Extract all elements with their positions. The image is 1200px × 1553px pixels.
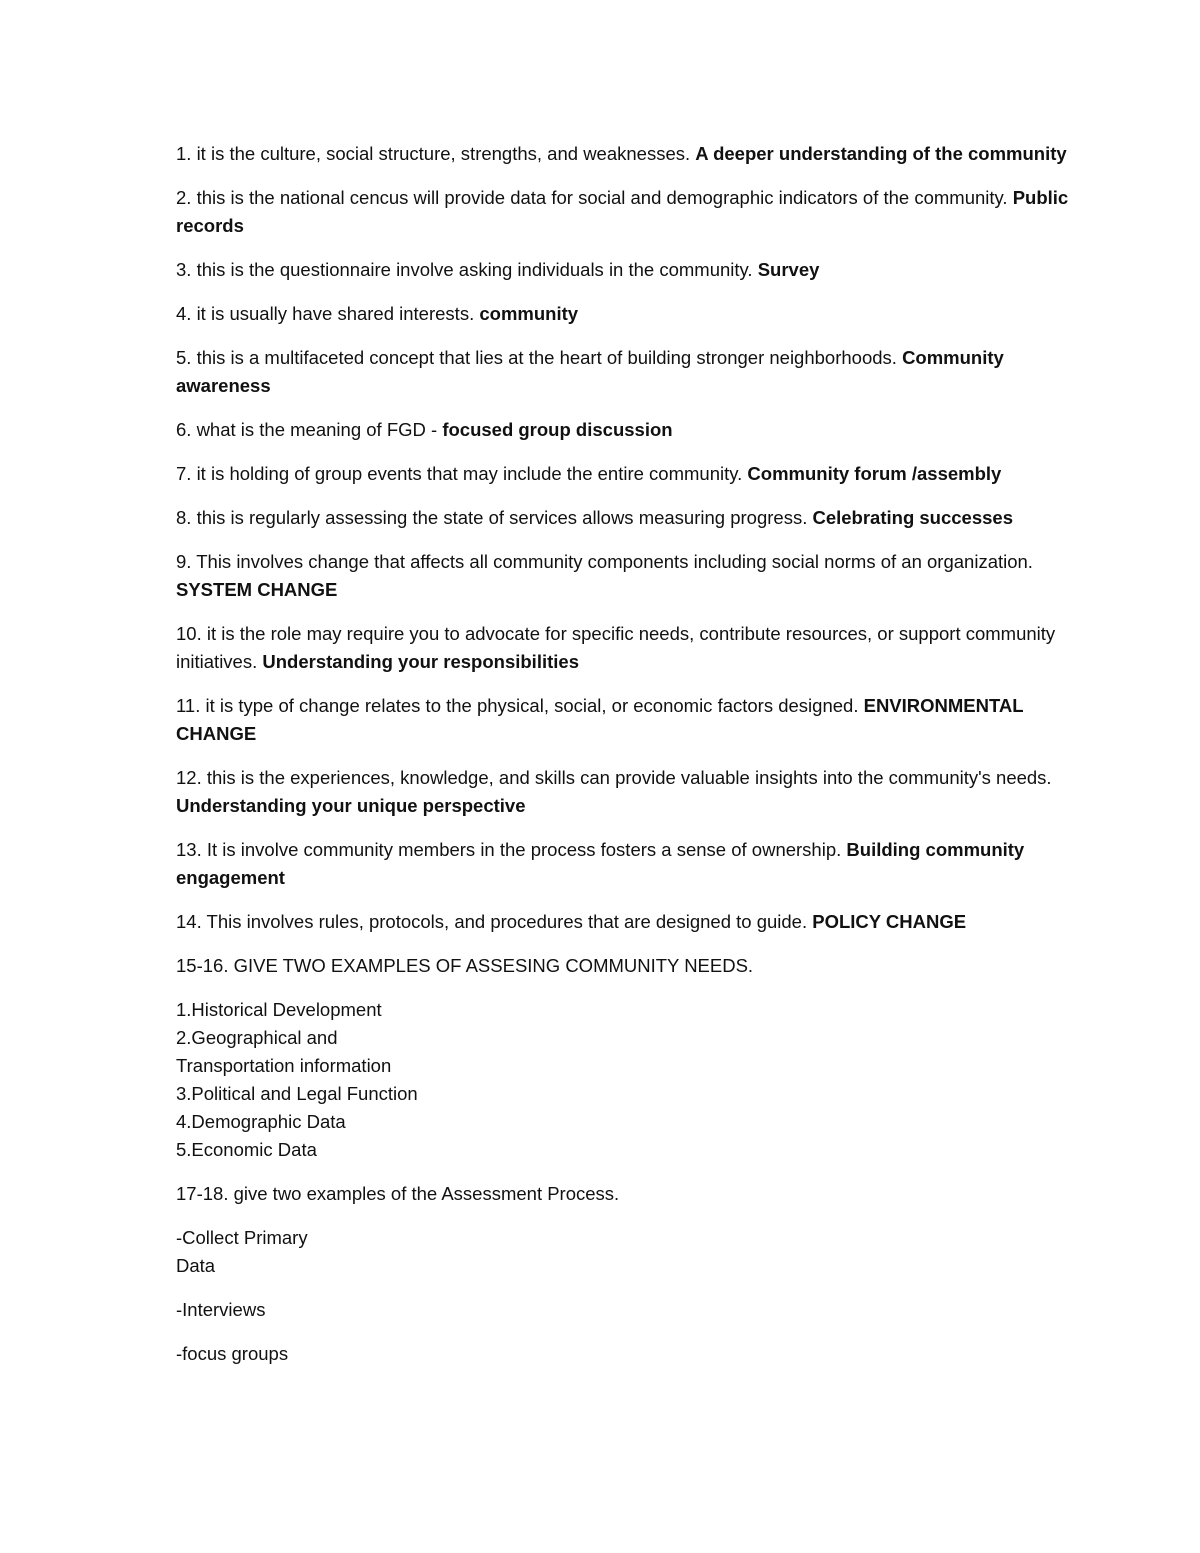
assessing-needs-list (176, 996, 1076, 1164)
collect-primary-data (176, 1224, 1076, 1280)
answer-text: POLICY CHANGE (812, 911, 967, 932)
answer-text: Understanding your responsibilities (262, 651, 579, 672)
question-text: 11. it is type of change relates to the physical, social, or economic factors designed. (176, 695, 864, 716)
question-3 (176, 256, 1076, 284)
question-13 (176, 836, 1076, 892)
list-item: Transportation information (176, 1055, 392, 1076)
question-8 (176, 504, 1076, 532)
question-text: 13. It is involve community members in the process fosters a sense of ownership. (176, 839, 847, 860)
interviews-item: -Interviews (176, 1299, 266, 1320)
question-9 (176, 548, 1076, 604)
question-text: 9. This involves change that affects all community components including social norms of an organization. (176, 551, 1033, 572)
question-5 (176, 344, 1076, 400)
answer-text: A deeper understanding of the community (695, 143, 1067, 164)
question-text: 7. it is holding of group events that may include the entire community. (176, 463, 748, 484)
list-item: 1.Historical Development (176, 999, 382, 1020)
question-11 (176, 692, 1076, 748)
answer-text: SYSTEM CHANGE (176, 579, 338, 600)
section-17-18-heading: 17-18. give two examples of the Assessment Process. (176, 1183, 620, 1204)
answer-text: Public records (176, 187, 1069, 236)
question-text: 3. this is the questionnaire involve asking individuals in the community. (176, 259, 758, 280)
answer-text: Building community engagement (176, 839, 1025, 888)
question-text: 10. it is the role may require you to advocate for specific needs, contribute resources, or support community initiatives. (176, 623, 1056, 672)
list-item: 5.Economic Data (176, 1139, 317, 1160)
question-text: 8. this is regularly assessing the state of services allows measuring progress. (176, 507, 813, 528)
answer-text: community (479, 303, 579, 324)
question-14 (176, 908, 1076, 936)
list-item: 2.Geographical and (176, 1027, 338, 1048)
question-text: 5. this is a multifaceted concept that lies at the heart of building stronger neighborhoods. (176, 347, 903, 368)
question-text: 1. it is the culture, social structure, strengths, and weaknesses. (176, 143, 696, 164)
document-page (176, 140, 1076, 1384)
list-item: 3.Political and Legal Function (176, 1083, 418, 1104)
answer-text: Celebrating successes (812, 507, 1014, 528)
answer-text: Understanding your unique perspective (176, 795, 526, 816)
list-item: -Collect Primary (176, 1227, 308, 1248)
question-2 (176, 184, 1076, 240)
question-4 (176, 300, 1076, 328)
question-text: 4. it is usually have shared interests. (176, 303, 480, 324)
answer-text: Community forum /assembly (747, 463, 1002, 484)
list-item: 4.Demographic Data (176, 1111, 346, 1132)
list-item: Data (176, 1255, 216, 1276)
question-6 (176, 416, 1076, 444)
answer-text: Community awareness (176, 347, 1004, 396)
question-10 (176, 620, 1076, 676)
question-1 (176, 140, 1076, 168)
question-text: 6. what is the meaning of FGD - (176, 419, 443, 440)
section-15-16-heading: 15-16. GIVE TWO EXAMPLES OF ASSESING COMMUNITY NEEDS. (176, 955, 754, 976)
answer-text: ENVIRONMENTAL CHANGE (176, 695, 1024, 744)
question-7 (176, 460, 1076, 488)
answer-text: Survey (757, 259, 820, 280)
answer-text: focused group discussion (442, 419, 673, 440)
focus-groups-item: -focus groups (176, 1343, 289, 1364)
question-text: 2. this is the national cencus will provide data for social and demographic indicators of the community. (176, 187, 1013, 208)
question-12 (176, 764, 1076, 820)
question-text: 12. this is the experiences, knowledge, and skills can provide valuable insights into the community's needs. (176, 767, 1052, 788)
question-text: 14. This involves rules, protocols, and procedures that are designed to guide. (176, 911, 813, 932)
